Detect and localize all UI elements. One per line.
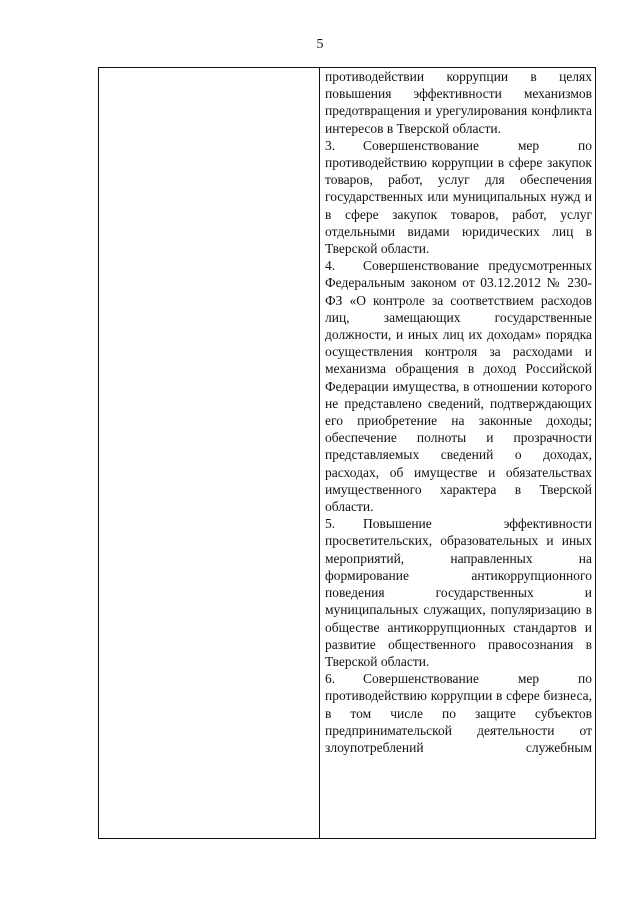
left-cell [99, 68, 320, 838]
item-number: 5. [325, 516, 336, 532]
list-item [325, 137, 592, 257]
item-text: Повышение эффективности просветительских, образовательных и иных мероприятий, направленных на формирование антикоррупционного поведения государственных и муниципальных служащих, популяризацию в обществе антикоррупционных стандартов и развитие общественного правосознания в Тверской области. [325, 516, 592, 669]
intro-paragraph: противодействии коррупции в целях повышения эффективности механизмов предотвращения и урегулирования конфликта интересов в Тверской области. [325, 69, 592, 136]
page-number: 5 [316, 37, 324, 52]
list-item [325, 515, 592, 670]
item-number: 4. [325, 258, 336, 274]
item-text: Совершенствование мер по противодействию коррупции в сфере бизнеса, в том числе по защите субъектов предпринимательской деятельности от злоупотреблений служебным [325, 671, 592, 755]
document-table [98, 67, 596, 839]
item-number: 6. [325, 671, 336, 687]
item-number: 3. [325, 137, 336, 153]
item-text: Совершенствование мер по противодействию коррупции в сфере закупок товаров, работ, услуг для обеспечения государственных или муниципальных нужд и в сфере закупок товаров, работ, услуг отдельными видами юридических лиц в Тверской области. [325, 137, 592, 257]
item-text: Совершенствование предусмотренных Федеральным законом от 03.12.2012 № 230-ФЗ «О контроле за соответствием расходов лиц, замещающих государственные должности, и иных лиц их доходам» порядка осуществления контроля за расходами и механизма обращения в доход Российской Федерации имущества, в отношении которого не представлено сведений, подтверждающих его приобретение на законные доходы; обеспечение полноты и прозрачности представляемых сведений о доходах, расходах, об имуществе и обязательствах имущественного характера в Тверской области. [325, 258, 592, 515]
list-item [325, 257, 592, 515]
right-cell [320, 68, 595, 838]
list-item [325, 670, 592, 756]
